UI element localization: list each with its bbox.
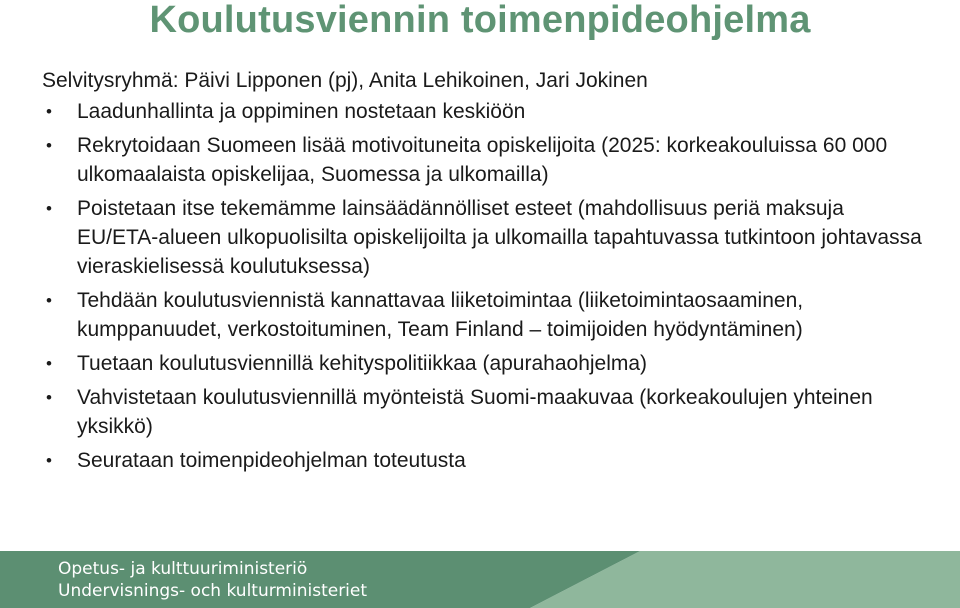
bullet-icon: • xyxy=(46,388,52,407)
bullet-icon: • xyxy=(46,291,52,310)
bullet-list xyxy=(42,97,922,475)
bullet-text: Tuetaan koulutusviennillä kehityspolitiikkaa (apurahaohjelma) xyxy=(77,352,648,375)
bullet-text: Vahvistetaan koulutusviennillä myönteistä Suomi-maakuvaa (korkeakoulujen yhteinen yksikkö) xyxy=(77,386,873,438)
working-group-line: Selvitysryhmä: Päivi Lipponen (pj), Anita Lehikoinen, Jari Jokinen xyxy=(42,69,648,92)
slide-body xyxy=(42,66,922,480)
bullet-item xyxy=(42,383,922,441)
bullet-icon: • xyxy=(46,102,52,121)
bullet-item xyxy=(42,194,922,281)
bullet-item xyxy=(42,349,922,378)
bullet-icon: • xyxy=(46,199,52,218)
bullet-icon: • xyxy=(46,136,52,155)
ministry-footer-band xyxy=(0,551,960,608)
bullet-item xyxy=(42,131,922,189)
slide-title: Koulutusviennin toimenpideohjelma xyxy=(149,0,811,41)
bullet-text: Seurataan toimenpideohjelman toteutusta xyxy=(77,449,466,472)
bullet-item xyxy=(42,446,922,475)
ministry-logo-text xyxy=(58,558,367,602)
bullet-text: Rekrytoidaan Suomeen lisää motivoituneita opiskelijoita (2025: korkeakouluissa 60 000 ulkomaalaista opiskelijaa, Suomessa ja ulkomailla) xyxy=(77,134,888,186)
bullet-icon: • xyxy=(46,451,52,470)
ministry-name-swedish: Undervisnings- och kulturministeriet xyxy=(58,581,368,601)
bullet-icon: • xyxy=(46,354,52,373)
bullet-text: Poistetaan itse tekemämme lainsäädännölliset esteet (mahdollisuus periä maksuja EU/ETA-alueen ulkopuolisilta opiskelijoilta ja ulkomailla tapahtuvassa tutkintoon johtavassa vieraskielisessä koulutuksessa) xyxy=(77,197,922,278)
bullet-item xyxy=(42,97,922,126)
bullet-text: Tehdään koulutusviennistä kannattavaa liiketoimintaa (liiketoimintaosaaminen, kumppanuudet, verkostoituminen, Team Finland – toimijoiden hyödyntäminen) xyxy=(77,289,804,341)
ministry-name-finnish: Opetus- ja kulttuuriministeriö xyxy=(58,559,308,579)
bullet-item xyxy=(42,286,922,344)
bullet-text: Laadunhallinta ja oppiminen nostetaan keskiöön xyxy=(77,100,526,123)
